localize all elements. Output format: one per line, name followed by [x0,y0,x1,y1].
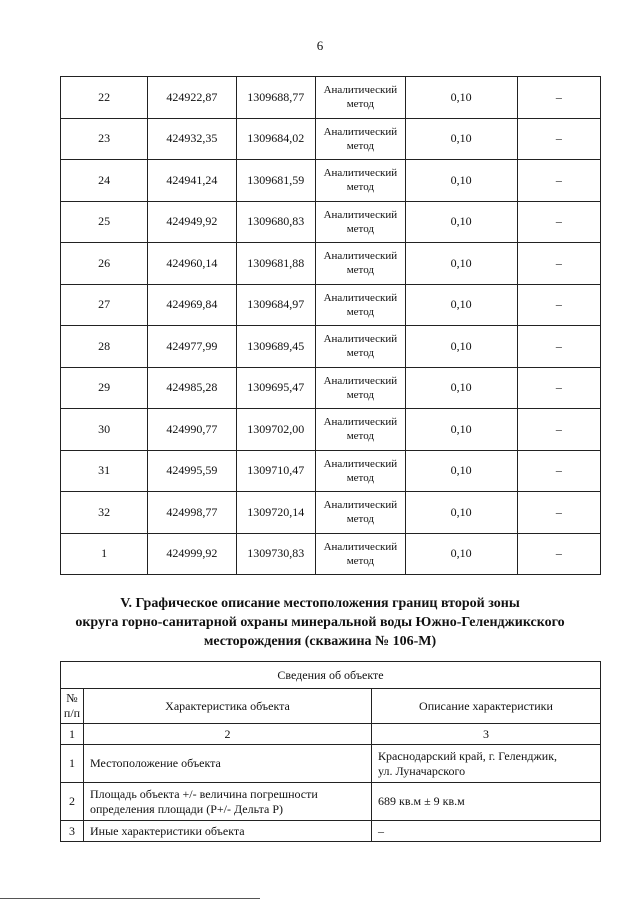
note: – [517,118,600,160]
point-number: 30 [61,409,148,451]
coordinate-y: 1309681,88 [236,243,316,285]
coordinate-x: 424999,92 [148,533,236,575]
coordinate-y: 1309684,02 [236,118,316,160]
error-value: 0,10 [405,284,517,326]
coordinate-y: 1309684,97 [236,284,316,326]
point-number: 25 [61,201,148,243]
method-line2: метод [346,513,374,526]
coordinate-x: 424960,14 [148,243,236,285]
row-number: 3 [61,821,84,842]
coordinate-y: 1309680,83 [236,201,316,243]
point-number: 29 [61,367,148,409]
point-number: 27 [61,284,148,326]
method-line2: метод [346,554,374,567]
method-line1: Аналитический [323,374,398,387]
error-value: 0,10 [405,326,517,368]
table-row [61,77,601,119]
note: – [517,409,600,451]
coordinate-x: 424932,35 [148,118,236,160]
row-description: – [372,821,601,842]
coordinates-table [60,76,601,575]
coordinate-y: 1309681,59 [236,160,316,202]
point-number: 24 [61,160,148,202]
row-description-line1: Краснодарский край, г. Геленджик, [378,748,558,763]
coordinate-x: 424985,28 [148,367,236,409]
method-line2: метод [346,98,374,111]
section-title [30,594,610,651]
determination-method [316,201,406,243]
row-number: 2 [61,783,84,821]
coordinate-x: 424922,87 [148,77,236,119]
table-row [61,533,601,575]
row-number: 1 [61,745,84,783]
point-number: 1 [61,533,148,575]
row-characteristic: Иные характеристики объекта [84,821,372,842]
determination-method [316,450,406,492]
method-line1: Аналитический [323,125,398,138]
point-number: 32 [61,492,148,534]
method-line2: метод [346,139,374,152]
object-info-table [60,661,601,842]
method-line1: Аналитический [323,333,398,346]
column-index-1: 1 [61,724,84,745]
determination-method [316,118,406,160]
coordinate-y: 1309688,77 [236,77,316,119]
point-number: 28 [61,326,148,368]
error-value: 0,10 [405,160,517,202]
coordinate-y: 1309720,14 [236,492,316,534]
determination-method [316,160,406,202]
method-line2: метод [346,347,374,360]
object-info-header: Сведения об объекте [61,662,601,689]
column-header-number-line2: п/п [63,706,81,720]
note: – [517,284,600,326]
note: – [517,492,600,534]
determination-method [316,409,406,451]
method-line1: Аналитический [323,499,398,512]
method-line1: Аналитический [323,416,398,429]
section-title-line2: округа горно-санитарной охраны минеральной воды Южно-Геленджикского [75,615,565,630]
point-number: 22 [61,77,148,119]
method-line2: метод [346,305,374,318]
table-row [61,118,601,160]
page-number: 6 [316,38,324,53]
column-index-2: 2 [84,724,372,745]
method-line1: Аналитический [323,208,398,221]
coordinate-x: 424969,84 [148,284,236,326]
table-row [61,284,601,326]
error-value: 0,10 [405,367,517,409]
note: – [517,77,600,119]
determination-method [316,326,406,368]
point-number: 26 [61,243,148,285]
row-characteristic: Местоположение объекта [84,745,372,783]
column-header-number [61,689,84,724]
error-value: 0,10 [405,243,517,285]
coordinate-y: 1309710,47 [236,450,316,492]
table-row [61,367,601,409]
point-number: 23 [61,118,148,160]
method-line2: метод [346,181,374,194]
coordinate-x: 424977,99 [148,326,236,368]
coordinate-y: 1309730,83 [236,533,316,575]
table-row [61,201,601,243]
table-row [61,745,601,783]
table-row [61,821,601,842]
footer-divider [0,898,260,899]
determination-method [316,284,406,326]
error-value: 0,10 [405,533,517,575]
table-row [61,160,601,202]
coordinate-x: 424990,77 [148,409,236,451]
error-value: 0,10 [405,77,517,119]
determination-method [316,367,406,409]
column-index-3: 3 [372,724,601,745]
section-title-line1: V. Графическое описание местоположения границ второй зоны [120,596,520,611]
note: – [517,533,600,575]
method-line2: метод [346,471,374,484]
coordinate-x: 424949,92 [148,201,236,243]
method-line1: Аналитический [323,291,398,304]
error-value: 0,10 [405,492,517,534]
method-line2: метод [346,222,374,235]
note: – [517,326,600,368]
determination-method [316,533,406,575]
error-value: 0,10 [405,201,517,243]
table-row [61,409,601,451]
error-value: 0,10 [405,450,517,492]
point-number: 31 [61,450,148,492]
note: – [517,367,600,409]
determination-method [316,243,406,285]
method-line1: Аналитический [323,167,398,180]
method-line1: Аналитический [323,250,398,263]
coordinate-y: 1309689,45 [236,326,316,368]
column-header-description: Описание характеристики [372,689,601,724]
method-line2: метод [346,388,374,401]
method-line1: Аналитический [323,457,398,470]
row-characteristic-line1: Площадь объекта +/- величина погрешности [90,786,318,801]
table-row [61,326,601,368]
method-line1: Аналитический [323,84,398,97]
coordinate-y: 1309695,47 [236,367,316,409]
error-value: 0,10 [405,409,517,451]
error-value: 0,10 [405,118,517,160]
table-row [61,783,601,821]
coordinate-y: 1309702,00 [236,409,316,451]
coordinate-x: 424995,59 [148,450,236,492]
determination-method [316,492,406,534]
column-header-characteristic: Характеристика объекта [84,689,372,724]
note: – [517,201,600,243]
section-title-line3: месторождения (скважина № 106-М) [203,634,437,649]
row-characteristic [84,783,372,821]
coordinate-x: 424941,24 [148,160,236,202]
method-line2: метод [346,430,374,443]
note: – [517,243,600,285]
note: – [517,160,600,202]
determination-method [316,77,406,119]
row-description [372,745,601,783]
table-row [61,492,601,534]
table-row [61,243,601,285]
coordinate-x: 424998,77 [148,492,236,534]
note: – [517,450,600,492]
method-line2: метод [346,264,374,277]
row-characteristic-line2: определения площади (P+/- Дельта P) [90,801,284,816]
method-line1: Аналитический [323,540,398,553]
row-description: 689 кв.м ± 9 кв.м [372,783,601,821]
column-header-number-line1: № [66,691,78,705]
row-description-line2: ул. Луначарского [378,763,466,778]
table-row [61,450,601,492]
